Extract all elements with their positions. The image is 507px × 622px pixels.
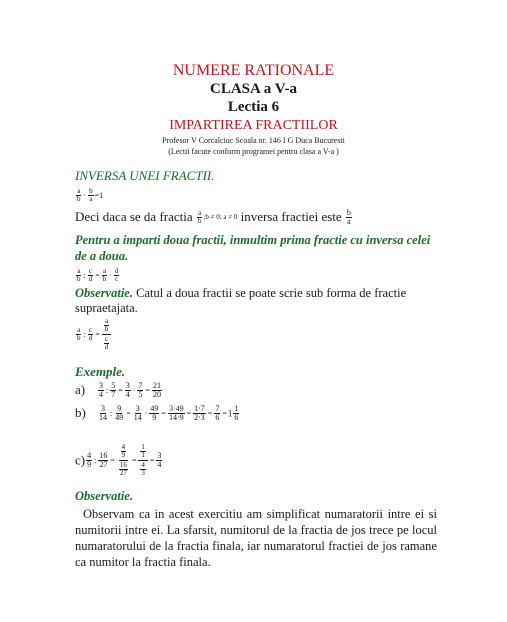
stacked-fraction: $\frac{\frac{a}{b}}{\frac{c}{d}}$ <box>102 318 112 351</box>
class-label: CLASA a V-a <box>210 81 297 97</box>
observation-2-label: Observatie. <box>75 489 133 503</box>
example-a: a) $\frac{3}{4}$ : $\frac{5}{7}$ = $\frac{3}{4}$ · $\frac{7}{5}$ = $\frac{21}{20}$ <box>75 380 161 399</box>
inverse-fraction: $\frac{b}{a}$ <box>346 207 351 226</box>
inverse-product-formula: $\frac{a}{b}$ · $\frac{b}{a}$ =1 <box>77 186 104 203</box>
observation-1-label: Observatie. <box>75 286 133 300</box>
complex-fraction-formula: $\frac{a}{b}$ : $\frac{c}{d}$ = $\frac{\frac{a}{b}}{\frac{c}{d}}$ <box>75 318 112 351</box>
fraction-a-over-b: $\frac{a}{b}$ <box>77 186 81 203</box>
division-formula: $\frac{a}{b}$ : $\frac{c}{d}$ = $\frac{a}{b}$ · $\frac{d}{c}$ <box>77 266 119 283</box>
lesson-title: NUMERE RATIONALE <box>172 62 335 79</box>
fraction-b-over-a: $\frac{b}{a}$ <box>89 186 93 203</box>
example-c: c) $\frac{4}{9}$ : $\frac{16}{27}$ = $\frac{\frac{4}{9}}{\frac{16}{27}}$ = $\frac{\frac{1}{1}}{\frac{4}{3}}$ = $\frac{3}{4}$ <box>75 443 162 477</box>
division-rule: Pentru a imparti doua fractii, inmultim prima fractie cu inversa celei de a doua. <box>75 233 431 263</box>
observation-2-text: Observam ca in acest exercitiu am simplificat numaratorii intre ei si numitorii intre ei. La sfarsit, numitorul de la fractia de jos trece pe locul numaratorului de la fractia finala, iar numaratorul fractiei de jos ramane ca numitor la fractia finala. <box>75 507 437 569</box>
observation-1: Observatie. Catul a doua fractii se poate scrie sub forma de fractie supraetajata. <box>75 286 407 315</box>
stacked-fraction-c1: $\frac{\frac{4}{9}}{\frac{16}{27}}$ <box>119 443 127 477</box>
inverse-sentence: Deci daca se da fractia $\frac{a}{b}$ ;b ≠ 0; a ≠ 0 inversa fractiei este $\frac{b}{a}$ <box>75 207 351 226</box>
stacked-fraction-c2: $\frac{\frac{1}{1}}{\frac{4}{3}}$ <box>138 444 148 477</box>
inverse-heading: INVERSA UNEI FRACTII. <box>75 168 215 183</box>
example-b: b) $\frac{3}{14}$ : $\frac{9}{49}$ = $\frac{3}{14}$ · $\frac{49}{9}$ = $\frac{3\cdot 49}{14\cdot 9}$ = $\frac{1\cdot 7}{2\cdot 3}$ = $\frac{7}{6}$ =1 $\frac{1}{6}$ <box>75 403 239 422</box>
author-line: Profesor V Corcalciuc Scoala nr. 146 I G Duca Bucuresti <box>162 136 345 145</box>
lesson-number: Lectia 6 <box>227 99 280 115</box>
lesson-topic: IMPARTIREA FRACTIILOR <box>169 118 338 133</box>
curriculum-note: (Lectii facute conform programei pentru clasa a V-a ) <box>168 147 339 156</box>
examples-heading: Exemple. <box>75 364 126 379</box>
